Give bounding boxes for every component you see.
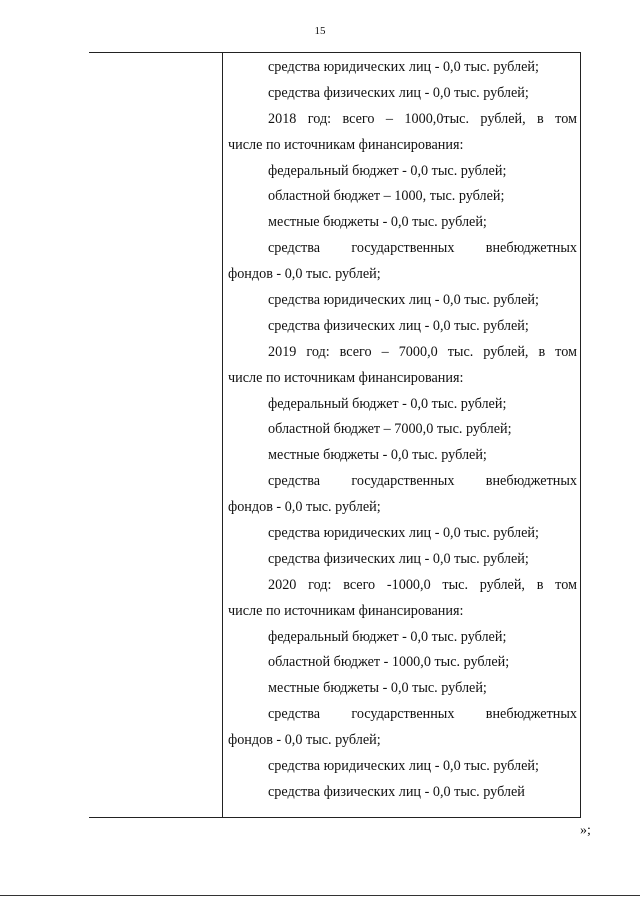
text-line: федеральный бюджет - 0,0 тыс. рублей;	[268, 162, 507, 179]
page-bottom-rule	[0, 895, 640, 896]
text-line: областной бюджет – 1000, тыс. рублей;	[268, 188, 505, 205]
text-line: средства юридических лиц - 0,0 тыс. рублей;	[268, 758, 539, 775]
page-number: 15	[314, 25, 326, 37]
table-bottom-border	[89, 817, 581, 818]
text-line: числе по источникам финансирования:	[228, 136, 464, 153]
text-line: местные бюджеты - 0,0 тыс. рублей;	[268, 680, 487, 697]
text-line: числе по источникам финансирования:	[228, 369, 464, 386]
text-line: областной бюджет - 1000,0 тыс. рублей;	[268, 654, 510, 671]
text-line: фондов - 0,0 тыс. рублей;	[228, 499, 381, 516]
text-line: средства физических лиц - 0,0 тыс. рублей;	[268, 84, 529, 101]
text-line: федеральный бюджет - 0,0 тыс. рублей;	[268, 395, 507, 412]
text-line: фондов - 0,0 тыс. рублей;	[228, 266, 381, 283]
text-line: 2020 год: всего -1000,0 тыс. рублей, в том	[268, 576, 577, 593]
text-line: средства государственных внебюджетных	[268, 706, 577, 723]
text-line: местные бюджеты - 0,0 тыс. рублей;	[268, 447, 487, 464]
text-line: средства юридических лиц - 0,0 тыс. рублей;	[268, 525, 539, 542]
text-line: местные бюджеты - 0,0 тыс. рублей;	[268, 214, 487, 231]
text-line: средства юридических лиц - 0,0 тыс. рублей;	[268, 292, 539, 309]
table-top-border	[89, 52, 581, 53]
closing-quote: »;	[580, 823, 591, 838]
text-line: числе по источникам финансирования:	[228, 602, 464, 619]
text-line: средства государственных внебюджетных	[268, 240, 577, 257]
text-line: средства физических лиц - 0,0 тыс. рублей	[268, 783, 525, 800]
text-line: областной бюджет – 7000,0 тыс. рублей;	[268, 421, 512, 438]
text-line: средства государственных внебюджетных	[268, 473, 577, 490]
text-line: фондов - 0,0 тыс. рублей;	[228, 732, 381, 749]
funding-details-cell	[228, 55, 577, 806]
table-column-divider	[222, 52, 223, 818]
text-line: федеральный бюджет - 0,0 тыс. рублей;	[268, 628, 507, 645]
text-line: средства физических лиц - 0,0 тыс. рублей;	[268, 550, 529, 567]
text-line: средства юридических лиц - 0,0 тыс. рублей;	[268, 59, 539, 75]
text-line: 2019 год: всего – 7000,0 тыс. рублей, в том	[268, 343, 577, 360]
text-line: 2018 год: всего – 1000,0тыс. рублей, в том	[268, 110, 577, 127]
text-line: средства физических лиц - 0,0 тыс. рублей;	[268, 317, 529, 334]
table-right-border	[580, 52, 581, 818]
